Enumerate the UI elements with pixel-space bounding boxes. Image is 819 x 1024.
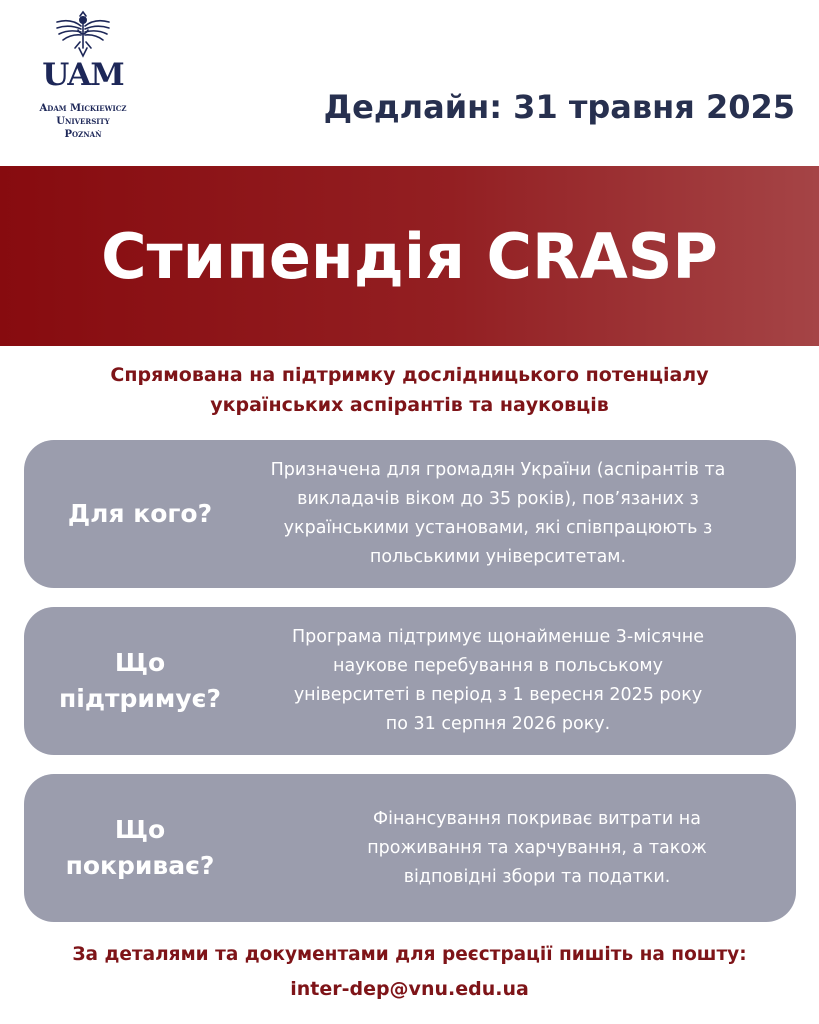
card-answer xyxy=(220,440,776,588)
card-question xyxy=(32,440,248,588)
contact-email-link[interactable]: inter-dep@vnu.edu.ua xyxy=(290,978,529,1000)
info-card-supports xyxy=(24,607,796,755)
eagle-crest-icon xyxy=(51,10,115,58)
logo-text-line3: Poznań xyxy=(64,129,102,140)
card-question xyxy=(32,607,248,755)
card-answer xyxy=(220,607,776,755)
contact-footer xyxy=(10,938,809,1006)
contact-text: За деталями та документами для реєстрації пишіть на пошту: xyxy=(72,944,747,965)
card-answer-line: відповідні збори та податки. xyxy=(403,866,671,887)
card-question-line: Що xyxy=(114,815,166,844)
card-answer-line: Фінансування покриває витрати на xyxy=(373,808,701,829)
info-card-covers xyxy=(24,774,796,922)
page-title: Стипендія CRASP xyxy=(101,220,718,293)
subtitle-line2: українських аспірантів та науковців xyxy=(210,394,609,416)
info-card-who xyxy=(24,440,796,588)
card-question-line: підтримує? xyxy=(59,684,221,713)
card-answer-line: по 31 серпня 2026 року. xyxy=(385,714,611,734)
card-answer-line: українськими установами, які співпрацюють з xyxy=(283,518,713,538)
deadline-heading: Дедлайн: 31 травня 2025 xyxy=(323,88,795,126)
card-question-line: Що xyxy=(114,648,166,677)
card-answer-line: університеті в період з 1 вересня 2025 року xyxy=(293,685,703,705)
card-answer-line: викладачів віком до 35 років), пов’язаних з xyxy=(297,489,699,509)
card-question-text: Для кого? xyxy=(67,499,213,528)
card-answer-line: проживання та харчування, а також xyxy=(367,837,707,858)
card-question xyxy=(32,774,248,922)
title-banner xyxy=(0,166,819,346)
university-logo xyxy=(12,10,154,160)
logo-text-line1: Adam Mickiewicz xyxy=(39,103,127,114)
card-answer-line: польськими університетам. xyxy=(369,547,627,567)
card-answer xyxy=(304,774,770,922)
card-answer-line: Призначена для громадян України (аспірантів та xyxy=(270,460,726,480)
card-answer-line: Програма підтримує щонайменше 3-місячне xyxy=(292,627,704,647)
logo-text-line2: University xyxy=(56,116,110,127)
card-answer-line: наукове перебування в польському xyxy=(333,656,663,676)
card-question-line: покриває? xyxy=(65,851,215,880)
subtitle-line1: Спрямована на підтримку дослідницького потенціалу xyxy=(110,364,709,386)
logo-mark: UAM xyxy=(42,57,124,93)
subtitle xyxy=(20,360,799,420)
